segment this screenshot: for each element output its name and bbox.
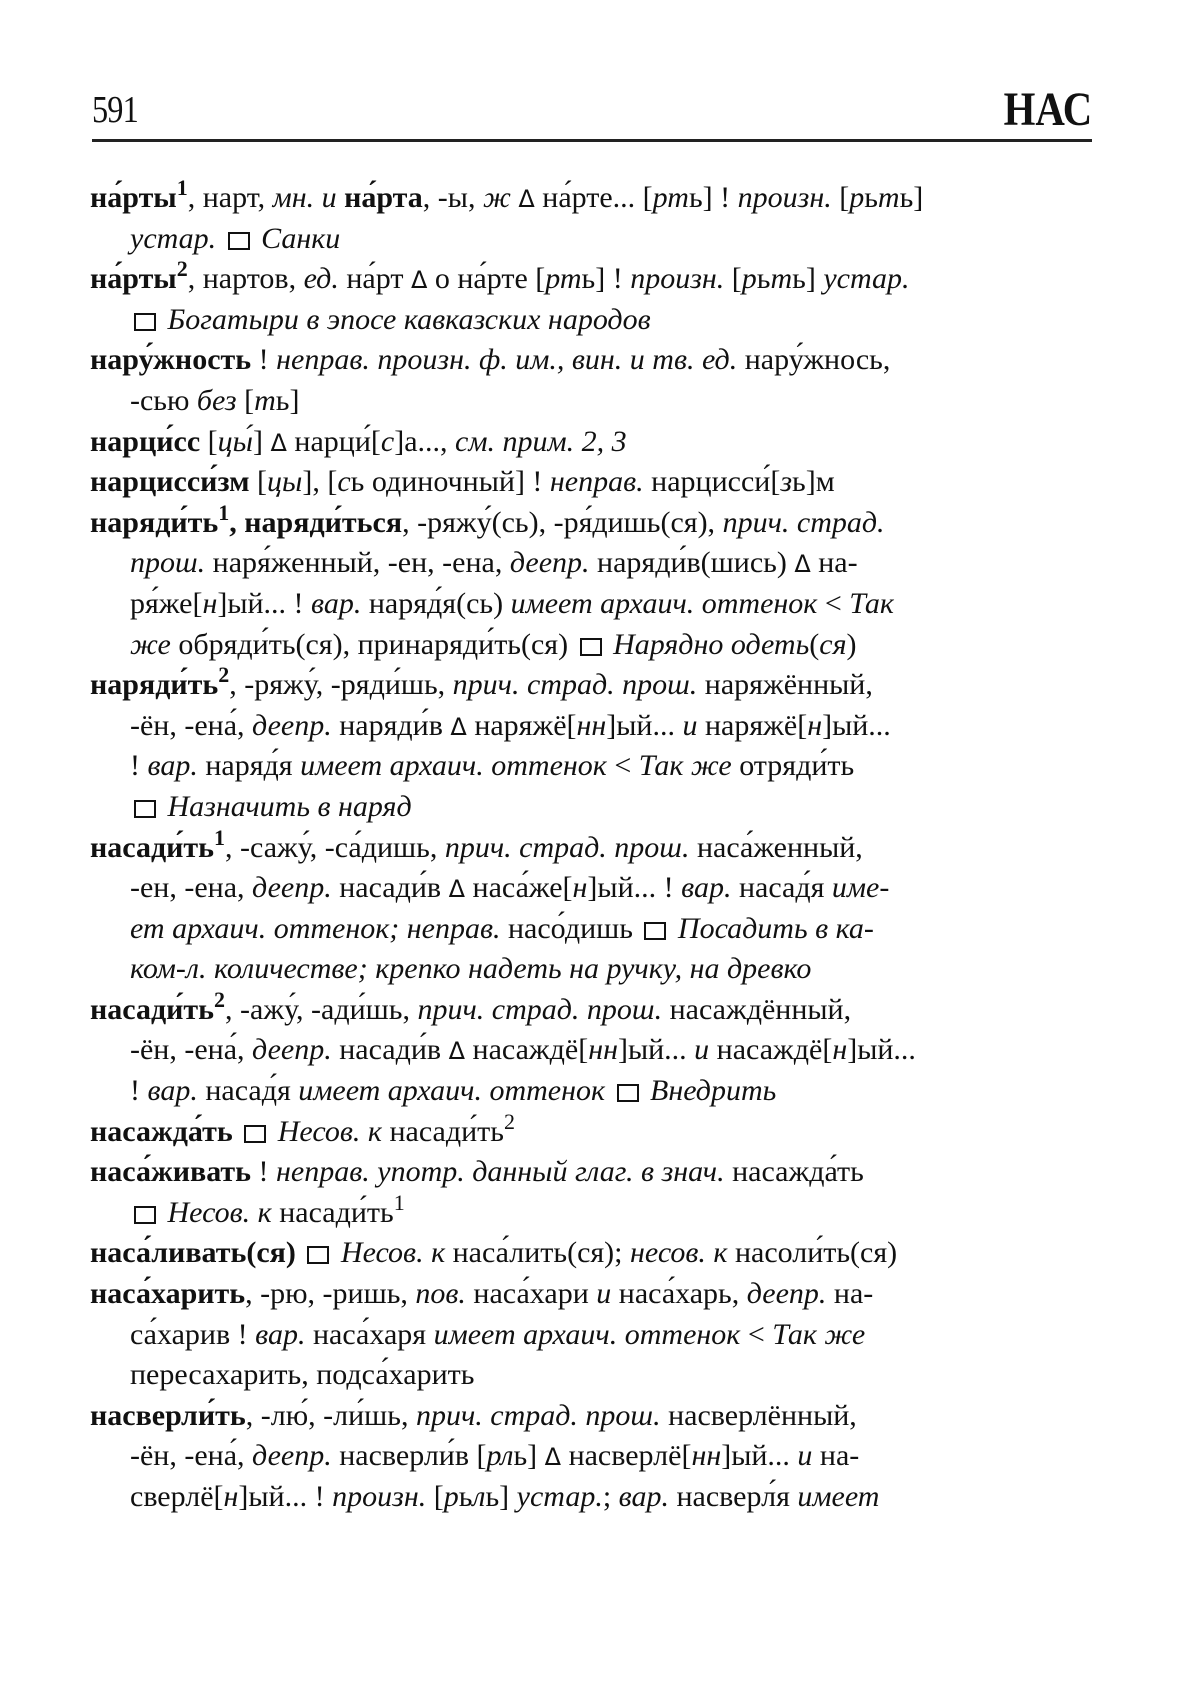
label-italic: произн. (737, 181, 832, 214)
text: [ (724, 262, 742, 296)
label-italic: н (202, 586, 218, 620)
label-italic: Так же (638, 749, 732, 783)
definition-box-icon (617, 1084, 639, 1102)
text: ! (251, 1155, 277, 1189)
headword: насажда́ть (90, 1114, 233, 1148)
text: -ён, -ена́, (130, 1439, 253, 1473)
label-italic: прич. страд. прош. (415, 1398, 661, 1432)
text: ! (130, 749, 148, 783)
triangle-icon: Δ (450, 712, 467, 741)
label-italic: произн. (630, 262, 725, 296)
label-italic: Внедрить (642, 1074, 777, 1108)
label-italic: и (682, 708, 698, 742)
text: ], [ (302, 465, 338, 499)
text: насади́в (331, 1033, 449, 1067)
label-italic: цы́ (217, 424, 253, 458)
triangle-icon: Δ (794, 550, 811, 579)
label-italic: устар. (823, 262, 910, 296)
label-italic: с (337, 465, 351, 499)
text: , -ряжу́(сь), -ря́дишь(ся), (402, 505, 723, 539)
label-italic: вар. (311, 586, 362, 620)
text: насад́я (197, 1074, 299, 1108)
label-italic: рт (545, 262, 582, 296)
text: < (817, 586, 850, 620)
label-italic: рт (652, 181, 689, 214)
text (296, 1236, 304, 1269)
text: наса́харь, (611, 1277, 747, 1311)
entry-line (90, 1108, 1095, 1153)
label-italic: н (807, 708, 823, 742)
entry-continuation-line (90, 1477, 1095, 1518)
label-italic: неправ. употр. данный глаг. в знач. (276, 1155, 725, 1189)
homonym-index: 2 (214, 986, 226, 1012)
label-italic: нн (588, 1033, 618, 1067)
text: насоли́ть(ся) (727, 1236, 898, 1270)
text: ь]м (792, 465, 835, 499)
text: насади́в (331, 871, 449, 905)
text: на́рте... [ (534, 181, 653, 214)
text: ь] ! (688, 181, 738, 214)
headword: наса́живать (90, 1155, 252, 1189)
entry-line (90, 340, 1095, 381)
label-italic: Так же (772, 1317, 866, 1351)
text: ь (458, 1480, 473, 1513)
headword: нарцисси́зм (90, 465, 250, 499)
text: ь одиночный] ! (350, 465, 550, 499)
text: наса́хари (465, 1277, 597, 1311)
label-italic: л (472, 1480, 486, 1513)
definition-box-icon (307, 1246, 329, 1264)
text: насверл́я (669, 1480, 798, 1513)
label-italic: р (443, 1480, 459, 1513)
entry-continuation-line (90, 787, 1095, 828)
text: ь] (792, 262, 824, 296)
label-italic: произн. (332, 1480, 427, 1513)
headword: , наряди́ться (229, 505, 403, 539)
label-italic: деепр. (252, 1033, 332, 1067)
text: о на́рте [ (427, 262, 546, 296)
definition-box-icon (134, 1206, 156, 1224)
label-italic: неправ. произн. ф. им., вин. и тв. ед. (276, 343, 738, 377)
label-italic: мн. и (272, 181, 345, 214)
text: < (606, 749, 639, 783)
label-italic: н (223, 1480, 239, 1513)
triangle-icon: Δ (410, 266, 428, 295)
text: насаждё[ (709, 1033, 833, 1067)
text: нару́жнось, (737, 343, 891, 377)
page-number: 591 (92, 89, 138, 131)
triangle-icon: Δ (518, 185, 535, 213)
entry-line (90, 1274, 1095, 1315)
text: насо́дишь (500, 911, 641, 945)
homonym-index: 1 (176, 175, 188, 200)
text: , -рю, -ришь, (245, 1277, 416, 1311)
text: ь] (485, 1480, 517, 1513)
entry-line (90, 824, 1095, 869)
label-italic: вар. (681, 871, 732, 905)
text: нарцисси́[ (643, 465, 781, 499)
text: са́харив ! (130, 1317, 256, 1351)
text: на- (810, 546, 858, 580)
label-italic: деепр. (509, 546, 590, 580)
headword: наряди́ть (90, 668, 219, 702)
text: наря́женный, -ен, -ена, (205, 546, 510, 580)
label-italic: р (849, 181, 865, 214)
headword: на́рты (90, 262, 177, 296)
entry-continuation-line (90, 219, 1095, 260)
label-italic: т (770, 262, 793, 296)
definition-box-icon (228, 232, 250, 250)
label-italic: же (130, 627, 171, 661)
entry-continuation-line (90, 584, 1095, 625)
label-italic: ком-л. количестве; крепко надеть на ручку, на древко (130, 952, 812, 986)
label-italic: з (780, 465, 793, 499)
text: ( (809, 627, 820, 661)
label-italic: т (254, 383, 276, 417)
definition-box-icon (244, 1125, 266, 1143)
homonym-index: 2 (176, 256, 188, 282)
label-italic: прич. страд. прош. (444, 830, 690, 864)
label-italic: Несов. к (333, 1236, 446, 1270)
label-italic: име- (831, 871, 890, 905)
label-italic: устар. (130, 221, 224, 255)
text: ]ый... (617, 1033, 695, 1067)
label-italic: рл (486, 1439, 514, 1473)
text: ] (253, 424, 271, 458)
homonym-index: 2 (218, 662, 230, 688)
definition-box-icon (134, 313, 156, 331)
label-italic: пов. (415, 1277, 466, 1311)
triangle-icon: Δ (544, 1443, 562, 1472)
entry-continuation-line (90, 625, 1095, 666)
text: ]ый... (721, 1439, 798, 1473)
label-italic: и (797, 1439, 813, 1473)
entry-line (90, 256, 1095, 300)
entry-line (90, 1396, 1095, 1437)
label-italic: деепр. (252, 708, 332, 742)
text: ь] (513, 1439, 545, 1473)
text: ; (602, 1480, 619, 1513)
text: ! (251, 343, 277, 377)
text: ]ый... (847, 1033, 916, 1067)
text: ь] (275, 383, 300, 417)
text: ]ый... ! (238, 1480, 333, 1513)
text: насаждённый, (662, 992, 852, 1026)
label-italic: устар. (516, 1480, 603, 1513)
label-italic: имеет архаич. оттенок (300, 749, 607, 783)
text: -ен, -ена, (130, 871, 253, 905)
label-italic: Нарядно одеть (605, 627, 810, 661)
text: насади́ть (271, 1195, 394, 1229)
text: [ (200, 424, 218, 458)
text: , нартов, (187, 262, 304, 296)
label-italic: прош. (130, 546, 206, 580)
text: наса́лить(ся); (445, 1236, 631, 1270)
entry-line (90, 1233, 1095, 1274)
label-italic: без (196, 383, 237, 417)
label-italic: имеет архаич. оттенок (298, 1074, 613, 1108)
text: наряжё[ (697, 708, 808, 742)
entry-continuation-line (90, 1189, 1095, 1234)
label-italic: ет архаич. оттенок; неправ. (130, 911, 501, 945)
text: -ён, -ена́, (130, 708, 253, 742)
entry-line (90, 499, 1095, 544)
text: насади́ть (381, 1114, 504, 1148)
text: < (740, 1317, 773, 1351)
entry-continuation-line (90, 543, 1095, 584)
label-italic: вар. (147, 1074, 198, 1108)
entry-line (90, 175, 1095, 219)
label-italic: с (380, 424, 395, 458)
label-italic: Несов. к (270, 1114, 382, 1148)
entry-continuation-line (90, 300, 1095, 341)
header-rule (92, 139, 1092, 142)
text: наряд́я (197, 749, 301, 783)
text: ь] (899, 181, 924, 214)
text: наряд́я(сь) (361, 586, 511, 620)
label-italic: несов. к (630, 1236, 728, 1270)
text: наряди́в(шись) (589, 546, 795, 580)
dictionary-entries (90, 175, 1095, 1518)
text: [ (236, 383, 255, 417)
text: отряди́ть (731, 749, 855, 783)
text: насад́я (731, 871, 832, 905)
text: ]ый... (822, 708, 891, 742)
triangle-icon: Δ (448, 1037, 466, 1066)
text: , -ряжу́, -ряди́шь, (229, 668, 453, 702)
text: на- (812, 1439, 860, 1473)
text: насажда́ть (724, 1155, 864, 1189)
label-italic: прич. страд. прош. (417, 992, 663, 1026)
label-italic: прич. страд. (722, 505, 885, 539)
text: наряжённый, (697, 668, 873, 702)
text: ]а..., (394, 424, 456, 458)
headword: наса́харить (90, 1277, 246, 1311)
text: ]ый... (606, 708, 683, 742)
text: ) (846, 627, 857, 661)
triangle-icon: Δ (448, 875, 466, 904)
text: , -ы, (422, 181, 483, 214)
label-italic: н (572, 871, 588, 905)
label-italic: деепр. (252, 871, 332, 905)
text: наса́же[ (465, 871, 573, 905)
label-italic: т (877, 181, 900, 214)
label-italic: Несов. к (160, 1195, 272, 1229)
text: на- (826, 1277, 874, 1311)
entry-continuation-line (90, 1071, 1095, 1112)
label-italic: вар. (618, 1480, 669, 1513)
label-italic: см. прим. 2, 3 (455, 424, 627, 458)
entry-continuation-line (90, 868, 1095, 909)
definition-box-icon (134, 800, 156, 818)
entry-continuation-line (90, 1030, 1095, 1071)
text: , -лю́, -ли́шь, (245, 1398, 416, 1432)
text: ]ый... ! (217, 586, 312, 620)
text: -сью (130, 383, 197, 417)
headword: насади́ть (90, 830, 215, 864)
label-italic: ж (482, 181, 519, 214)
text: насаждё[ (465, 1033, 589, 1067)
label-italic: Богатыри в эпосе кавказских народов (160, 302, 651, 336)
label-italic: и (694, 1033, 710, 1067)
label-italic: ся (819, 627, 847, 661)
entry-continuation-line (90, 909, 1095, 950)
entry-line (90, 422, 1095, 463)
text: наряжё[ (466, 708, 577, 742)
entry-line (90, 1152, 1095, 1193)
homonym-index: 1 (214, 824, 226, 850)
text: насверлённый, (660, 1398, 857, 1432)
homonym-index: 2 (503, 1108, 515, 1134)
label-italic: прич. страд. прош. (452, 668, 698, 702)
homonym-index: 1 (218, 499, 230, 525)
label-italic: имеет (797, 1480, 880, 1513)
text: ]ый... ! (587, 871, 682, 905)
text: ь] ! (581, 262, 631, 296)
text: на́рт (346, 262, 411, 296)
label-italic: Санки (253, 221, 341, 255)
entry-continuation-line (90, 746, 1095, 787)
headword: на́рта (344, 181, 423, 214)
text: наса́харя (305, 1317, 434, 1351)
label-italic: цы (267, 465, 303, 499)
label-italic: деепр. (746, 1277, 827, 1311)
entry-line (90, 662, 1095, 706)
text: ! (130, 1074, 148, 1108)
text: пересахарить, подса́харить (130, 1358, 475, 1392)
text: [ (249, 465, 268, 499)
entry-line (90, 986, 1095, 1031)
text: насверли́в [ (331, 1439, 487, 1473)
headword: на́рты (90, 181, 177, 214)
text: наса́женный, (689, 830, 863, 864)
text: сверлё[ (130, 1480, 224, 1513)
text: обряди́ть(ся), принаряди́ть(ся) (170, 627, 576, 661)
label-italic: Посадить в ка- (670, 911, 874, 945)
text: ь (864, 181, 878, 214)
label-italic: вар. (147, 749, 198, 783)
definition-box-icon (580, 638, 602, 656)
definition-box-icon (644, 922, 666, 940)
label-italic: н (832, 1033, 848, 1067)
text: , нарт, (187, 181, 273, 214)
entry-continuation-line (90, 1315, 1095, 1356)
entry-continuation-line (90, 706, 1095, 747)
text: , -сажу́, -са́дишь, (225, 830, 445, 864)
headword: насверли́ть (90, 1398, 246, 1432)
label-italic: деепр. (252, 1439, 332, 1473)
entry-continuation-line (90, 949, 1095, 990)
headword: нарци́сс (90, 424, 201, 458)
label-italic: и (596, 1277, 612, 1311)
text: ря́же[ (130, 586, 203, 620)
text: [ (426, 1480, 444, 1513)
label-italic: Так (849, 586, 894, 620)
text: насверлё[ (561, 1439, 692, 1473)
triangle-icon: Δ (270, 428, 287, 457)
text: , -ажу́, -ади́шь, (225, 992, 418, 1026)
label-italic: нн (691, 1439, 722, 1473)
entry-continuation-line (90, 1436, 1095, 1477)
homonym-index: 1 (393, 1189, 405, 1215)
entry-continuation-line (90, 381, 1095, 422)
headword: наса́ливать(ся) (90, 1236, 296, 1270)
label-italic: вар. (255, 1317, 306, 1351)
label-italic: Назначить в наряд (160, 789, 412, 823)
text: наряди́в (331, 708, 451, 742)
text: -ён, -ена́, (130, 1033, 253, 1067)
text: [ (831, 181, 850, 214)
label-italic: имеет архаич. оттенок (433, 1317, 741, 1351)
label-italic: р (741, 262, 757, 296)
entry-line (90, 462, 1095, 503)
headword: нару́жность (90, 343, 252, 377)
entry-continuation-line (90, 1355, 1095, 1396)
text: нарци́[ (286, 424, 381, 458)
text: ь (756, 262, 771, 296)
headword: насади́ть (90, 992, 215, 1026)
label-italic: неправ. (549, 465, 644, 499)
label-italic: нн (576, 708, 607, 742)
running-head: НАС (1003, 83, 1092, 136)
label-italic: имеет архаич. оттенок (510, 586, 818, 620)
text (233, 1115, 241, 1148)
headword: наряди́ть (90, 505, 219, 539)
label-italic: ед. (303, 262, 347, 296)
page-header (92, 82, 1092, 142)
